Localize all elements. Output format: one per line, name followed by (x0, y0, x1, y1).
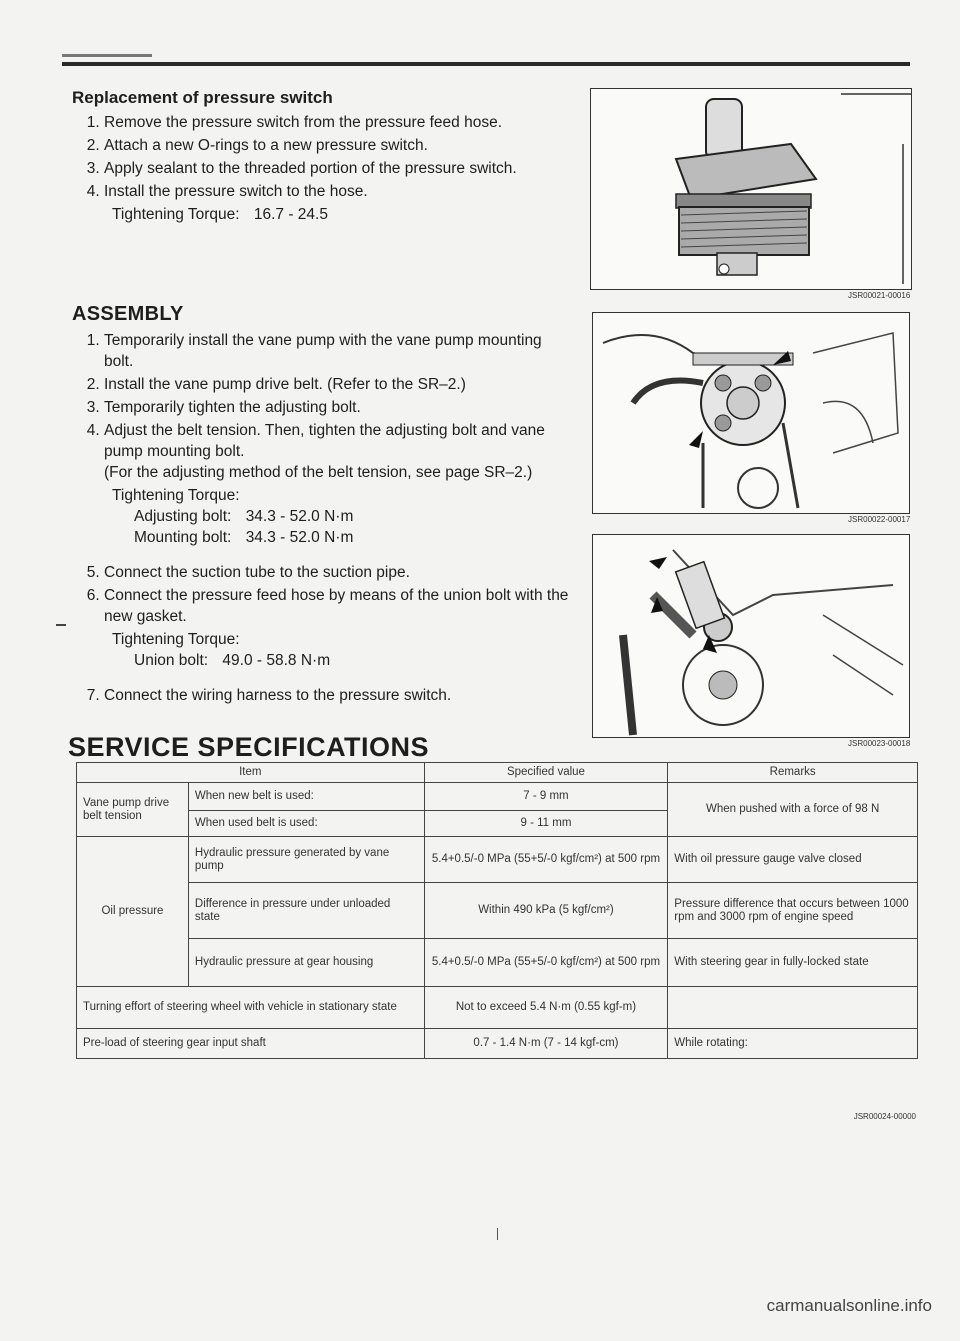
assembly-title: ASSEMBLY (72, 303, 184, 325)
oil-value: 5.4+0.5/-0 MPa (55+5/-0 kgf/cm²) at 500 rpm (424, 939, 668, 987)
table-row (77, 837, 918, 883)
oil-remark: With steering gear in fully-locked state (668, 939, 918, 987)
oil-item: Hydraulic pressure generated by vane pump (188, 837, 424, 883)
assembly-step: 2. Install the vane pump drive belt. (Refer to the SR–2.) (104, 374, 572, 395)
service-spec-title: SERVICE SPECIFICATIONS (68, 732, 430, 762)
belt-used-item: When used belt is used: (188, 811, 424, 837)
figure-code: JSR00021-00016 (848, 291, 911, 300)
margin-dash (56, 624, 66, 626)
figure-vane-pump-belt (592, 312, 910, 514)
turning-remark (668, 987, 918, 1029)
table-row (77, 939, 918, 987)
preload-remark: While rotating: (668, 1029, 918, 1059)
figure-code: JSR00022-00017 (848, 515, 911, 524)
replacement-step: 4. Install the pressure switch to the hose. (104, 181, 572, 202)
oil-remark: Pressure difference that occurs between 1000 rpm and 3000 rpm of engine speed (668, 883, 918, 939)
figure-pressure-switch (590, 88, 912, 290)
table-code: JSR00024-00000 (853, 1112, 916, 1121)
preload-value: 0.7 - 1.4 N·m (7 - 14 kgf-cm) (424, 1029, 668, 1059)
replacement-torque (112, 204, 572, 225)
replacement-step: 2. Attach a new O-rings to a new pressure switch. (104, 135, 572, 156)
union-label: Union bolt: (134, 652, 209, 669)
vane-pump-illustration (593, 313, 909, 513)
union-bolt-spec (134, 650, 572, 671)
replacement-step: 3. Apply sealant to the threaded portion of the pressure switch. (104, 158, 572, 179)
table-row (77, 883, 918, 939)
assembly-step: 7. Connect the wiring harness to the pressure switch. (104, 685, 572, 706)
adjusting-value: 34.3 - 52.0 N·m (245, 508, 354, 525)
table-row (77, 1029, 918, 1059)
header-rule (62, 62, 910, 66)
replacement-step: 1. Remove the pressure switch from the pressure feed hose. (104, 112, 572, 133)
union-torque-label: Tightening Torque: (112, 631, 240, 648)
belt-group: Vane pump drive belt tension (77, 783, 189, 837)
preload-item: Pre-load of steering gear input shaft (77, 1029, 425, 1059)
figure-union-bolt (592, 534, 910, 738)
oil-item: Hydraulic pressure at gear housing (188, 939, 424, 987)
mounting-bolt-spec (134, 527, 572, 548)
assembly-torque-label: Tightening Torque: (112, 487, 240, 504)
torque-value: 16.7 - 24.5 (253, 206, 328, 223)
oil-remark: With oil pressure gauge valve closed (668, 837, 918, 883)
assembly-step: 5. Connect the suction tube to the suction pipe. (104, 562, 572, 583)
header-value: Specified value (424, 763, 668, 783)
table-header-row (77, 763, 918, 783)
assembly-step (104, 420, 572, 483)
mounting-label: Mounting bolt: (134, 529, 232, 546)
header-remarks: Remarks (668, 763, 918, 783)
table-row (77, 783, 918, 811)
oil-group: Oil pressure (77, 837, 189, 987)
service-spec-table (76, 762, 918, 1059)
pressure-switch-illustration (591, 89, 911, 289)
turning-value: Not to exceed 5.4 N·m (0.55 kgf-m) (424, 987, 668, 1029)
torque-label: Tightening Torque: (112, 206, 240, 223)
assembly-step-note: (For the adjusting method of the belt tension, see page SR–2.) (104, 464, 533, 481)
adjusting-bolt-spec (134, 506, 572, 527)
union-bolt-illustration (593, 535, 909, 737)
replacement-title: Replacement of pressure switch (72, 88, 333, 107)
page-mark (497, 1228, 498, 1240)
assembly-steps-c (72, 685, 572, 706)
header-rule-stub (62, 54, 152, 57)
left-column (72, 88, 572, 708)
header-item: Item (77, 763, 425, 783)
assembly-step: 1. Temporarily install the vane pump with the vane pump mounting bolt. (104, 330, 572, 372)
replacement-steps (72, 112, 572, 202)
belt-remark: When pushed with a force of 98 N (668, 783, 918, 837)
assembly-steps-b (72, 562, 572, 627)
belt-new-value: 7 - 9 mm (424, 783, 668, 811)
oil-item: Difference in pressure under unloaded state (188, 883, 424, 939)
assembly-step-text: Adjust the belt tension. Then, tighten the adjusting bolt and vane pump mounting bolt. (104, 422, 545, 460)
belt-used-value: 9 - 11 mm (424, 811, 668, 837)
assembly-steps-a (72, 330, 572, 483)
figure-code: JSR00023-00018 (848, 739, 911, 748)
assembly-step: 3. Temporarily tighten the adjusting bolt. (104, 397, 572, 418)
adjusting-label: Adjusting bolt: (134, 508, 232, 525)
belt-new-item: When new belt is used: (188, 783, 424, 811)
site-watermark: carmanualsonline.info (766, 1296, 932, 1315)
table-row (77, 987, 918, 1029)
union-value: 49.0 - 58.8 N·m (222, 652, 331, 669)
oil-value: 5.4+0.5/-0 MPa (55+5/-0 kgf/cm²) at 500 rpm (424, 837, 668, 883)
assembly-step: 6. Connect the pressure feed hose by means of the union bolt with the new gasket. (104, 585, 572, 627)
turning-item: Turning effort of steering wheel with vehicle in stationary state (77, 987, 425, 1029)
mounting-value: 34.3 - 52.0 N·m (245, 529, 354, 546)
oil-value: Within 490 kPa (5 kgf/cm²) (424, 883, 668, 939)
